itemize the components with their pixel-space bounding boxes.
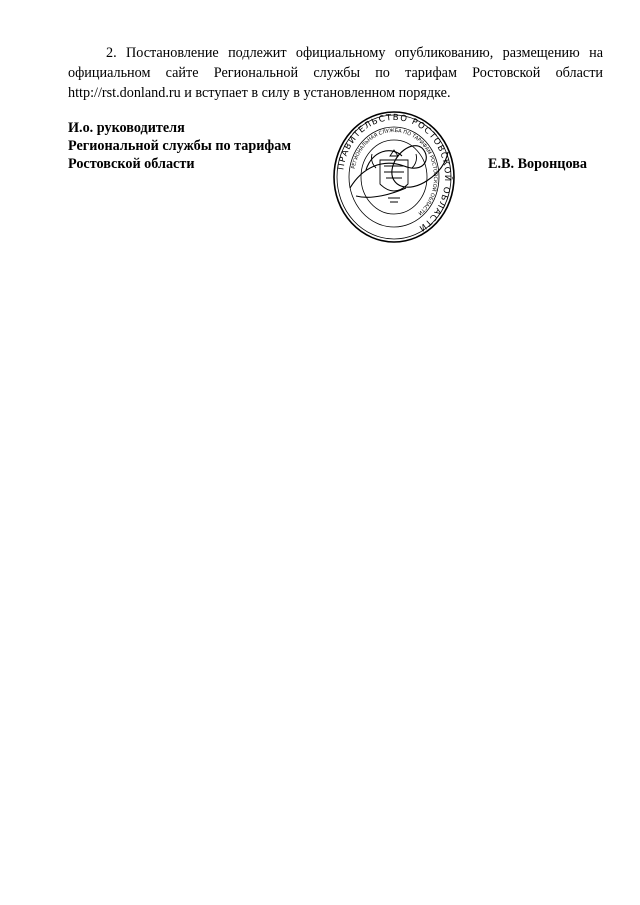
coat-of-arms-icon [372, 150, 417, 202]
position-line-1: И.о. руководителя [68, 120, 185, 136]
signatory-position [68, 119, 291, 173]
position-line-3: Ростовской области [68, 156, 195, 172]
signatory-name: Е.В. Воронцова [488, 156, 587, 172]
seal-outer-text: ПРАВИТЕЛЬСТВО РОСТОВСКОЙ ОБЛАСТИ [336, 112, 453, 234]
position-line-2: Региональной службы по тарифам [68, 138, 292, 154]
seal-inner-text: РЕГИОНАЛЬНАЯ СЛУЖБА ПО ТАРИФАМ РОСТОВСКОЙ ОБЛАСТИ [350, 127, 439, 217]
paragraph-publication: 2. Постановление подлежит официальному опубликованию, размещению на официальном сайте Региональной службы по тарифам Ростовской области http://rst.donland.ru и вступает в силу в установленном порядке. [68, 45, 603, 101]
seal-middle-ring [349, 127, 439, 227]
official-seal-stamp [332, 110, 456, 244]
